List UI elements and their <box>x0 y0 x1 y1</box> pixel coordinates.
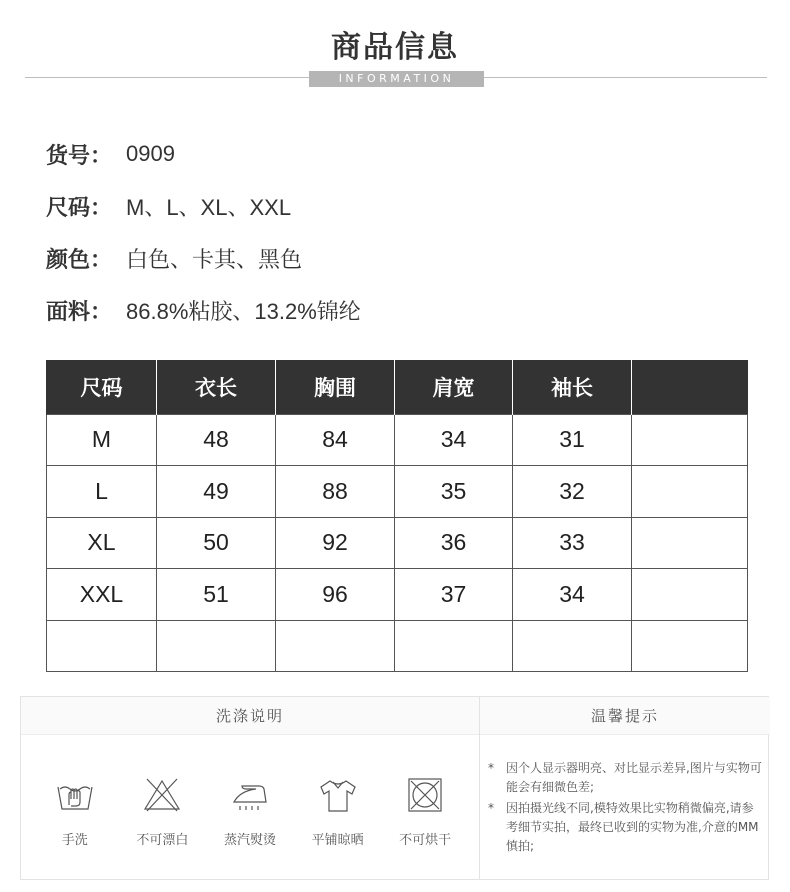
table-cell: 36 <box>395 517 513 569</box>
care-label: 不可烘干 <box>399 833 452 848</box>
page-subtitle: INFORMATION <box>309 71 484 87</box>
info-value: 86.8%粘胶、13.2%锦纶 <box>126 298 361 324</box>
table-cell: 32 <box>513 466 632 518</box>
tip-text: 因个人显示器明亮、对比显示差异,图片与实物可能会有细微色差; <box>506 761 762 794</box>
table-cell: 49 <box>157 466 276 518</box>
table-cell: 92 <box>276 517 395 569</box>
table-cell <box>632 466 748 518</box>
no-tumble-dry-icon <box>405 775 445 815</box>
tip-bullet: * <box>488 801 494 815</box>
info-row-fabric <box>46 284 361 336</box>
no-bleach-icon <box>142 775 182 815</box>
info-label: 货号： <box>46 143 113 169</box>
wash-instructions <box>21 697 479 879</box>
table-cell <box>632 620 748 672</box>
care-item <box>119 775 205 848</box>
table-cell: 48 <box>157 414 276 466</box>
table-header-row <box>47 360 748 414</box>
info-row-sizes <box>46 180 361 232</box>
product-info <box>46 128 361 336</box>
table-cell: XXL <box>47 569 157 621</box>
table-header-cell <box>632 360 748 414</box>
table-cell <box>47 620 157 672</box>
tip-text: 因拍摄光线不同,模特效果比实物稍微偏亮,请参考细节实拍，最终已收到的实物为准,介意的MM慎拍; <box>506 801 759 853</box>
steam-iron-icon <box>230 775 270 815</box>
care-label: 蒸汽熨烫 <box>223 833 276 848</box>
table-cell: 33 <box>513 517 632 569</box>
table-cell: 96 <box>276 569 395 621</box>
info-value: 白色、卡其、黑色 <box>126 246 303 272</box>
info-label: 面料： <box>46 299 113 325</box>
warm-tips <box>479 697 770 879</box>
table-header-cell: 衣长 <box>157 360 276 414</box>
table-cell: M <box>47 414 157 466</box>
table-header-cell: 尺码 <box>47 360 157 414</box>
table-header-cell: 肩宽 <box>395 360 513 414</box>
table-cell: 51 <box>157 569 276 621</box>
dry-flat-icon <box>318 775 358 815</box>
table-cell: 88 <box>276 466 395 518</box>
table-header-cell: 胸围 <box>276 360 395 414</box>
table-cell <box>157 620 276 672</box>
table-row <box>47 569 748 621</box>
warm-tips-title: 温馨提示 <box>480 697 770 735</box>
care-label: 平铺晾晒 <box>311 833 364 848</box>
table-row <box>47 517 748 569</box>
table-header-cell: 袖长 <box>513 360 632 414</box>
care-label: 不可漂白 <box>136 833 189 848</box>
hand-wash-icon <box>55 775 95 815</box>
info-value: 0909 <box>126 141 175 166</box>
table-cell: XL <box>47 517 157 569</box>
tip-item <box>488 759 762 797</box>
tip-item <box>488 799 762 856</box>
care-label: 手洗 <box>61 833 88 848</box>
table-cell: 37 <box>395 569 513 621</box>
table-cell <box>632 414 748 466</box>
care-item <box>295 775 381 848</box>
table-cell <box>632 517 748 569</box>
table-cell: 34 <box>513 569 632 621</box>
size-table <box>46 360 748 672</box>
table-cell <box>276 620 395 672</box>
tip-bullet: * <box>488 761 494 775</box>
care-panel <box>20 696 769 880</box>
table-cell <box>395 620 513 672</box>
care-item <box>382 775 468 848</box>
table-row <box>47 466 748 518</box>
table-row <box>47 414 748 466</box>
table-cell: 84 <box>276 414 395 466</box>
wash-instructions-title: 洗涤说明 <box>21 697 479 735</box>
table-row <box>47 620 748 672</box>
info-label: 颜色： <box>46 247 113 273</box>
table-cell: 34 <box>395 414 513 466</box>
table-cell: 50 <box>157 517 276 569</box>
info-value: M、L、XL、XXL <box>126 194 292 220</box>
care-item <box>32 775 118 848</box>
info-row-item-number <box>46 128 361 180</box>
table-cell: 31 <box>513 414 632 466</box>
info-label: 尺码： <box>46 195 113 221</box>
info-row-colors <box>46 232 361 284</box>
table-cell: 35 <box>395 466 513 518</box>
care-item <box>207 775 293 848</box>
table-cell <box>513 620 632 672</box>
table-cell <box>632 569 748 621</box>
page-title: 商品信息 <box>331 30 459 65</box>
table-cell: L <box>47 466 157 518</box>
